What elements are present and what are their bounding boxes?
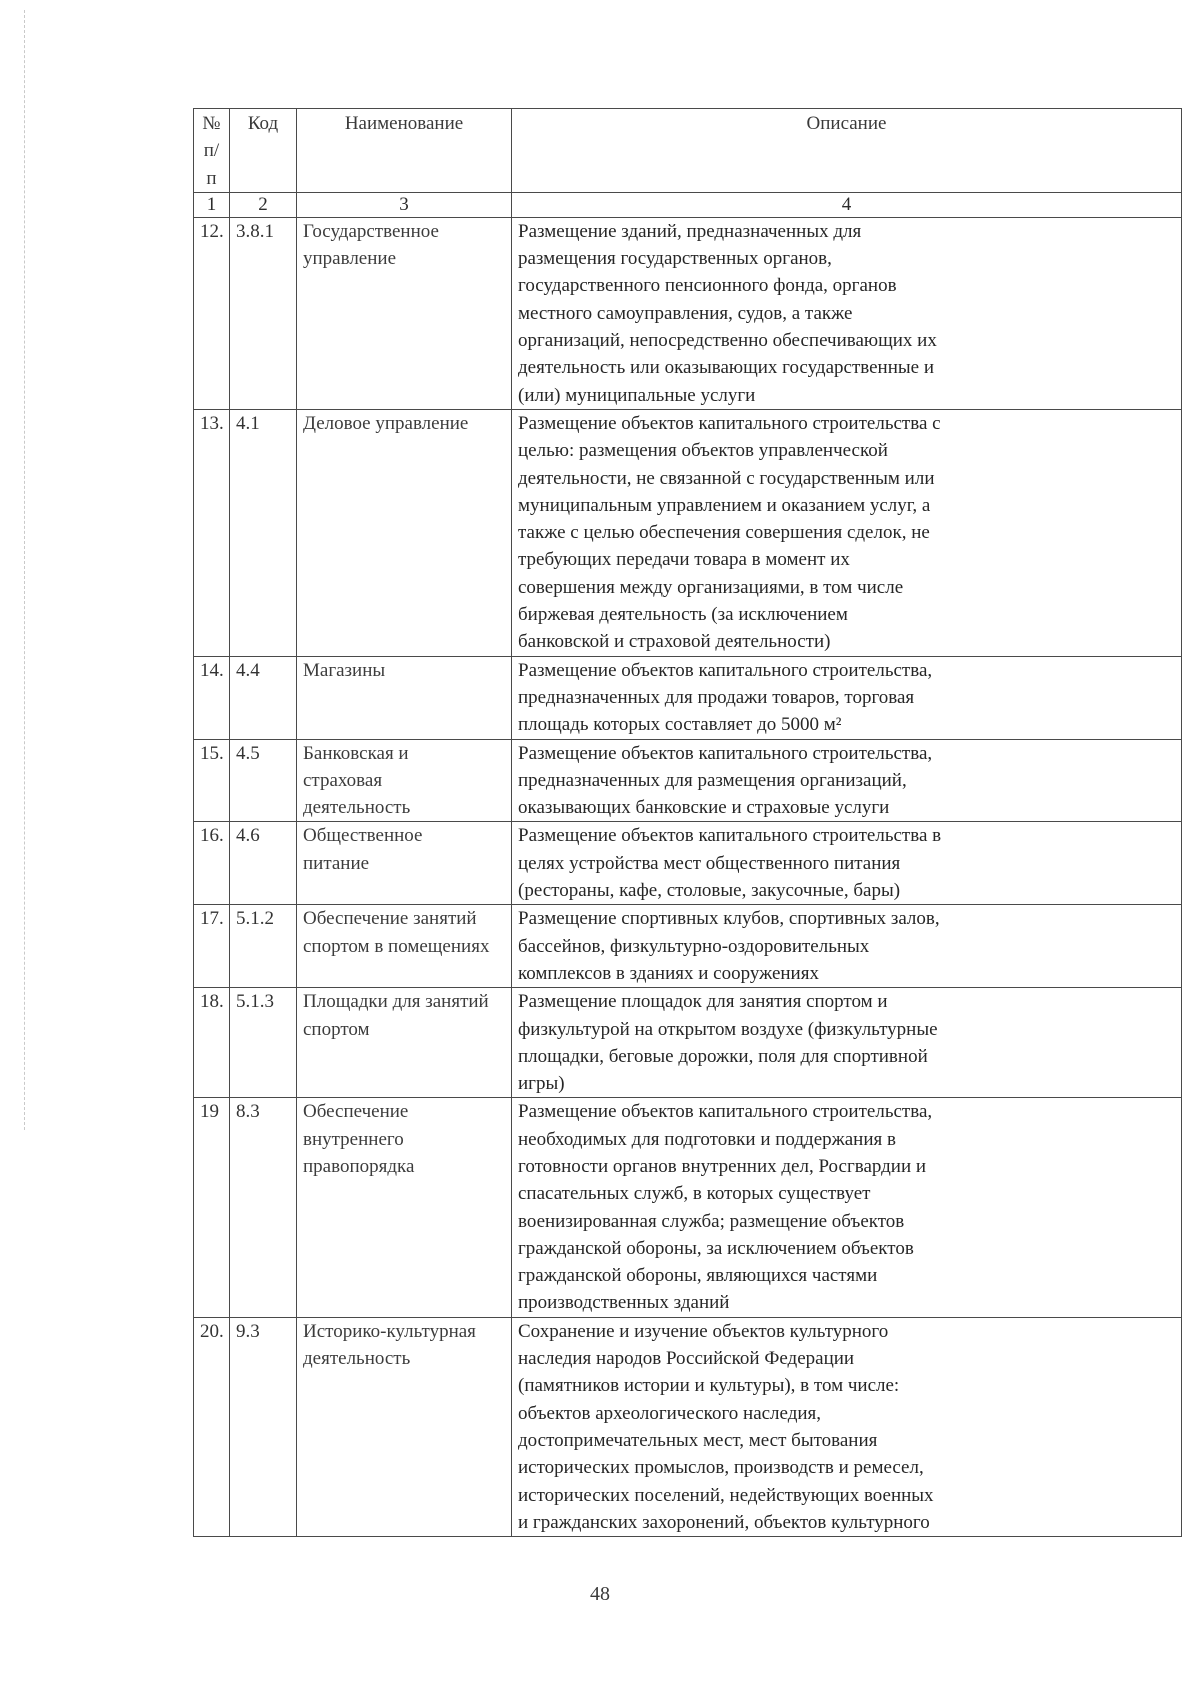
column-number: 3 (297, 192, 512, 217)
header-num: № п/п (194, 109, 230, 193)
table-row (194, 656, 1182, 739)
row-number: 14. (194, 656, 230, 739)
row-description: Размещение спортивных клубов, спортивных залов, бассейнов, физкультурно-оздоровительных комплексов в зданиях и сооружениях (512, 905, 1182, 988)
row-name: Государственное управление (297, 217, 512, 409)
row-description: Размещение объектов капитального строительства с целью: размещения объектов управленческой деятельности, не связанной с государственным или муниципальным управлением и оказанием услуг, а также с целью обеспечения совершения сделок, не требующих передачи товара в момент их совершения между организациями, в том числе биржевая деятельность (за исключением банковской и страховой деятельности) (512, 409, 1182, 656)
row-number: 17. (194, 905, 230, 988)
row-name: Обеспечение внутреннего правопорядка (297, 1098, 512, 1317)
row-number: 18. (194, 988, 230, 1098)
row-code: 5.1.3 (230, 988, 297, 1098)
row-code: 8.3 (230, 1098, 297, 1317)
row-number: 20. (194, 1317, 230, 1536)
header-desc: Описание (512, 109, 1182, 193)
table-row (194, 409, 1182, 656)
table-row (194, 905, 1182, 988)
row-description: Размещение зданий, предназначенных для размещения государственных органов, государственного пенсионного фонда, органов местного самоуправления, судов, а также организаций, непосредственно обеспечивающих их деятельность или оказывающих государственные и (или) муниципальные услуги (512, 217, 1182, 409)
row-description: Размещение объектов капитального строительства, предназначенных для размещения организаций, оказывающих банковские и страховые услуги (512, 739, 1182, 822)
page-number: 48 (590, 1583, 610, 1605)
column-number: 4 (512, 192, 1182, 217)
table-row (194, 988, 1182, 1098)
row-number: 15. (194, 739, 230, 822)
row-number: 19 (194, 1098, 230, 1317)
row-description: Сохранение и изучение объектов культурного наследия народов Российской Федерации (памятников истории и культуры), в том числе: объектов археологического наследия, достопримечательных мест, мест бытования исторических промыслов, производств и ремесел, исторических поселений, недействующих военных и гражданских захоронений, объектов культурного (512, 1317, 1182, 1536)
header-code: Код (230, 109, 297, 193)
row-description: Размещение площадок для занятия спортом и физкультурой на открытом воздухе (физкультурные площадки, беговые дорожки, поля для спортивной игры) (512, 988, 1182, 1098)
row-code: 4.1 (230, 409, 297, 656)
row-name: Банковская и страховая деятельность (297, 739, 512, 822)
row-number: 12. (194, 217, 230, 409)
table-row (194, 1317, 1182, 1536)
table-row (194, 739, 1182, 822)
column-number-row (194, 192, 1182, 217)
row-code: 4.5 (230, 739, 297, 822)
row-description: Размещение объектов капитального строительства, предназначенных для продажи товаров, торговая площадь которых составляет до 5000 м² (512, 656, 1182, 739)
land-use-table (193, 108, 1182, 1537)
row-name: Обеспечение занятий спортом в помещениях (297, 905, 512, 988)
row-name: Магазины (297, 656, 512, 739)
table-row (194, 217, 1182, 409)
table-row (194, 1098, 1182, 1317)
row-code: 9.3 (230, 1317, 297, 1536)
row-code: 4.4 (230, 656, 297, 739)
column-number: 2 (230, 192, 297, 217)
table-header-row (194, 109, 1182, 193)
header-name: Наименование (297, 109, 512, 193)
row-code: 5.1.2 (230, 905, 297, 988)
row-description: Размещение объектов капитального строительства в целях устройства мест общественного питания (рестораны, кафе, столовые, закусочные, бары) (512, 822, 1182, 905)
row-number: 13. (194, 409, 230, 656)
table-row (194, 822, 1182, 905)
row-name: Деловое управление (297, 409, 512, 656)
row-code: 3.8.1 (230, 217, 297, 409)
column-number: 1 (194, 192, 230, 217)
scan-margin-mark (24, 10, 26, 1130)
row-name: Площадки для занятий спортом (297, 988, 512, 1098)
row-number: 16. (194, 822, 230, 905)
row-code: 4.6 (230, 822, 297, 905)
row-name: Общественное питание (297, 822, 512, 905)
row-description: Размещение объектов капитального строительства, необходимых для подготовки и поддержания в готовности органов внутренних дел, Росгвардии и спасательных служб, в которых существует военизированная служба; размещение объектов гражданской обороны, за исключением объектов гражданской обороны, являющихся частями производственных зданий (512, 1098, 1182, 1317)
row-name: Историко-культурная деятельность (297, 1317, 512, 1536)
